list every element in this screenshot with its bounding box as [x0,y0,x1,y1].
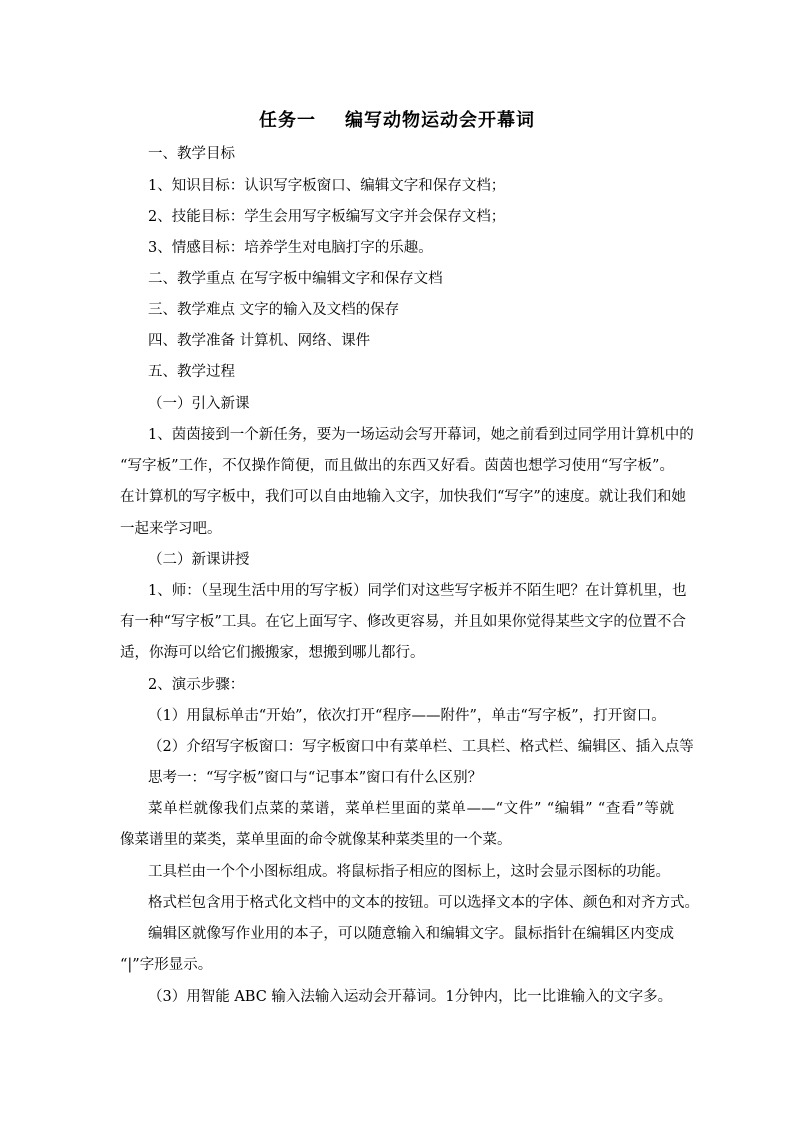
paragraph-line: 像菜谱里的菜类，菜单里面的命令就像某种菜类里的一个菜。 [120,832,512,848]
paragraph-line: 在计算机的写字板中，我们可以自由地输入文字，加快我们“写字”的速度。就让我们和她 [120,489,686,505]
paragraph-line: “|”字形显示。 [120,957,213,973]
demo-step-1: （1）用鼠标单击“开始”，依次打开“程序——附件”，单击“写字板”，打开窗口。 [148,708,666,724]
paragraph-line: 1、茵茵接到一个新任务，要为一场运动会写开幕词，她之前看到过同学用计算机中的 [148,427,694,443]
section-heading-preparation: 四、教学准备 计算机、网络、课件 [148,333,371,349]
subsection-intro: （一）引入新课 [148,396,250,412]
paragraph-format-bar: 格式栏包含用于格式化文档中的文本的按钮。可以选择文本的字体、颜色和对齐方式。 [148,895,699,911]
subsection-new-lesson: （二）新课讲授 [148,552,250,568]
paragraph-toolbar: 工具栏由一个个小图标组成。将鼠标指子相应的图标上，这时会显示图标的功能。 [148,864,670,880]
paragraph-line: 一起来学习吧。 [120,521,222,537]
paragraph-line: 1、师：（呈现生活中用的写字板）同学们对这些写字板并不陌生吧？在计算机里，也 [148,583,687,599]
paragraph-line: “写字板”工作，不仅操作简便，而且做出的东西又好看。茵茵也想学习使用“写字板”。 [120,458,674,474]
page-title: 任务一 编写动物运动会开幕词 [258,110,536,131]
paragraph-line: 有一种“写字板”工具。在它上面写字、修改更容易，并且如果你觉得某些文字的位置不合 [120,614,686,630]
demo-step-2: （2）介绍写字板窗口：写字板窗口中有菜单栏、工具栏、格式栏、编辑区、插入点等 [148,739,694,755]
paragraph-line: 菜单栏就像我们点菜的菜谱，菜单栏里面的菜单——“文件” “编辑” “查看”等就 [148,801,674,817]
demo-step-3: （3）用智能 ABC 输入法输入运动会开幕词。1分钟内，比一比谁输入的文字多。 [148,989,673,1005]
section-heading-difficulties: 三、教学难点 文字的输入及文档的保存 [148,302,400,318]
objective-skill: 2、技能目标：学生会用写字板编写文字并会保存文档； [148,209,506,225]
paragraph-line: 编辑区就像写作业用的本子，可以随意输入和编辑文字。鼠标指针在编辑区内变成 [148,926,674,942]
paragraph-line: 适，你海可以给它们搬搬家，想搬到哪儿都行。 [120,645,425,661]
objective-emotion: 3、情感目标：培养学生对电脑打字的乐趣。 [148,240,433,256]
thinking-question: 思考一：“写字板”窗口与“记事本”窗口有什么区别？ [148,770,483,786]
demo-steps-heading: 2、演示步骤： [148,677,245,693]
section-heading-key-points: 二、教学重点 在写字板中编辑文字和保存文档 [148,271,443,287]
objective-knowledge: 1、知识目标：认识写字板窗口、编辑文字和保存文档； [148,178,506,194]
section-heading-process: 五、教学过程 [148,364,235,380]
section-heading-objectives: 一、教学目标 [148,146,235,162]
